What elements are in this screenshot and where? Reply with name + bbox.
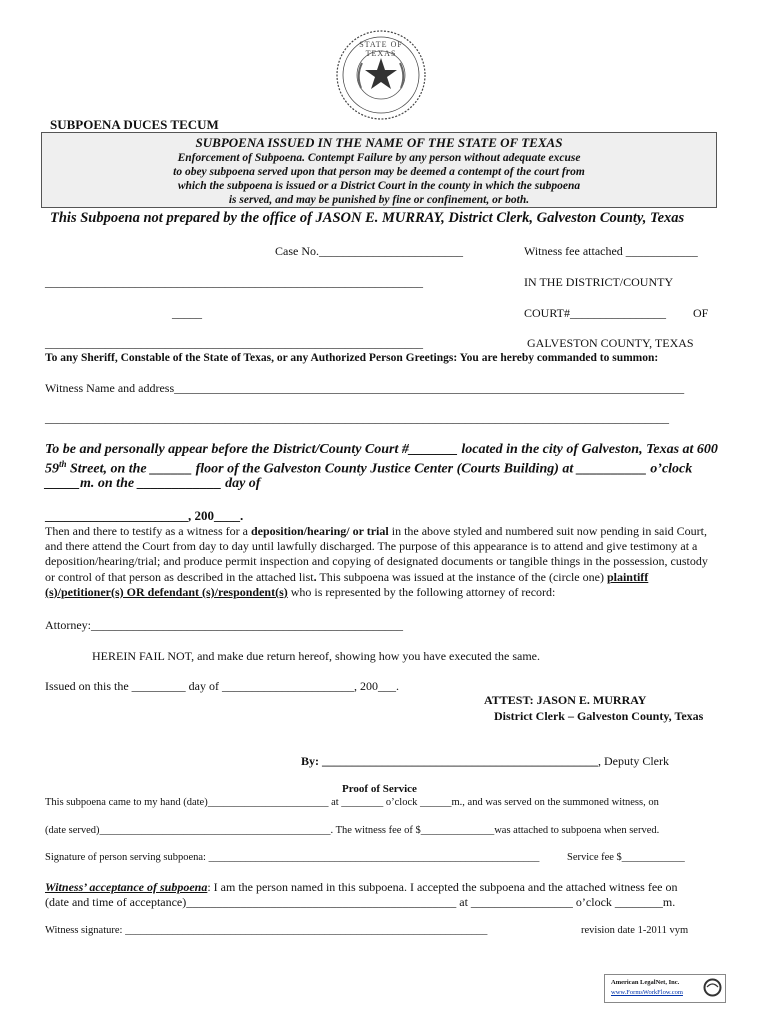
party-choice[interactable]: plaintiff (s)/petitioner(s) OR defendant (s)/respondent(s) — [45, 569, 649, 599]
deputy-clerk-signature[interactable] — [301, 754, 669, 769]
footer-logo-name: American LegalNet, Inc. — [611, 979, 680, 986]
witness-fee-field[interactable]: Witness fee attached ____________ — [524, 244, 698, 258]
box-line-3: which the subpoena is issued or a District Court in the county in which the subpoena — [177, 180, 581, 192]
galveston-county-label: GALVESTON COUNTY, TEXAS — [527, 336, 694, 350]
p1-d: . — [313, 569, 317, 584]
service-fee-field[interactable]: Service fee $____________ — [567, 852, 685, 863]
greeting-text: To any Sheriff, Constable of the State of Texas, or any Authorized Person Greetings: You are hereby commanded to summon: — [45, 352, 659, 364]
district-county-label: IN THE DISTRICT/COUNTY — [524, 275, 674, 289]
testimony-paragraph — [45, 524, 717, 600]
p1-c: in the above styled and numbered suit now pending in said Court, and there attend the Court from day to day until lawfully discharged. The purpose of this appearance is to attend and give testimony at a deposition/hearing/trial; and produce permit inspection and copying of designated documents or tangible things in the possession, custody or control of that person as described in the attached list — [45, 524, 708, 584]
style-blank-line-1[interactable]: _______________________________________________________________ — [45, 275, 423, 289]
witness-address-line[interactable]: ________________________________________________________________________________________________________ — [45, 411, 669, 425]
appear-line-3: _____m. on the ____________ day of — [45, 476, 261, 491]
prepared-notice: This Subpoena not prepared by the office of JASON E. MURRAY, District Clerk, Galveston County, Texas — [50, 210, 685, 226]
proof-line-1[interactable]: This subpoena came to my hand (date)_______________________ at ________ o’clock ______m., and was served on the summoned witness, on — [45, 797, 659, 808]
proof-line-2[interactable]: (date served)____________________________________________. The witness fee of $______________was attached to subpoena when served. — [45, 825, 660, 836]
footer-logo — [604, 974, 726, 1003]
acceptance-label: Witness’ acceptance of subpoena — [45, 880, 208, 894]
p1-a: Then and there to testify as a witness for a — [45, 524, 251, 538]
by-label: By: — [301, 754, 319, 768]
acceptance-line-1 — [45, 880, 678, 895]
appear-line-1: To be and personally appear before the District/County Court #_______ located in the city of Galveston, Texas at 600 — [45, 442, 718, 457]
witness-signature-field[interactable]: Witness signature: _____________________________________________________________________ — [45, 925, 488, 936]
box-title: SUBPOENA ISSUED IN THE NAME OF THE STATE OF TEXAS — [195, 135, 563, 150]
attest-line-1: ATTEST: JASON E. MURRAY — [484, 693, 647, 707]
deputy-clerk-label: , Deputy Clerk — [598, 754, 669, 768]
court-number-field[interactable]: COURT#________________ — [524, 306, 666, 320]
p1-g: who is represented by the following attorney of record: — [287, 584, 556, 599]
footer-logo-url[interactable]: www.FormsWorkFlow.com — [611, 989, 683, 996]
attest-line-2: District Clerk – Galveston County, Texas — [494, 709, 704, 723]
year-line[interactable]: ______________________, 200____. — [45, 508, 244, 523]
appear-line-2 — [45, 459, 692, 478]
of-label: OF — [693, 306, 709, 320]
appear-line-2-text: Street, on the ______ floor of the Galveston County Justice Center (Courts Building) at __________ o’clock — [66, 461, 693, 477]
box-line-2: to obey subpoena served upon that person may be deemed a contempt of the court from — [173, 166, 585, 178]
box-line-1: Enforcement of Subpoena. Contempt Failure by any person without adequate excuse — [177, 152, 581, 164]
herein-fail-not: HEREIN FAIL NOT, and make due return hereof, showing how you have executed the same. — [92, 649, 540, 663]
revision-date: revision date 1-2011 vym — [581, 925, 689, 936]
logo-globe-icon — [703, 978, 722, 997]
case-no-field[interactable]: Case No.________________________ — [275, 244, 463, 258]
style-blank-line-2[interactable]: _______________________________________________________________ — [45, 336, 423, 350]
texas-seal — [334, 28, 428, 122]
seal-text: STATE OF TEXAS — [359, 40, 403, 58]
street-number: 59 — [45, 461, 59, 477]
issued-date-field[interactable]: Issued on this the _________ day of ______________________, 200___. — [45, 679, 399, 693]
proof-of-service-title: Proof of Service — [342, 783, 417, 795]
street-suffix: th — [59, 459, 67, 469]
witness-name-field[interactable]: Witness Name and address_____________________________________________________________________________________ — [45, 381, 685, 395]
contempt-notice-box — [41, 132, 717, 208]
p1-b: deposition/hearing/ or trial — [250, 524, 389, 538]
box-line-4: is served, and may be punished by fine or confinement, or both. — [228, 194, 530, 206]
server-signature-field[interactable]: Signature of person serving subpoena: _______________________________________________________________ — [45, 852, 540, 863]
attorney-field[interactable]: Attorney:____________________________________________________ — [45, 618, 403, 632]
by-line[interactable]: ______________________________________________ — [319, 754, 598, 768]
p1-e: This subpoena was issued at the instance of the (circle one) — [316, 569, 607, 584]
acceptance-date-field[interactable]: (date and time of acceptance)_____________________________________________ at _________________ o’clock ________m. — [45, 895, 676, 909]
style-short-blank[interactable]: _____ — [172, 306, 202, 320]
acceptance-text: : I am the person named in this subpoena. I accepted the subpoena and the attached witness fee on — [207, 880, 678, 894]
form-title: SUBPOENA DUCES TECUM — [50, 117, 219, 132]
